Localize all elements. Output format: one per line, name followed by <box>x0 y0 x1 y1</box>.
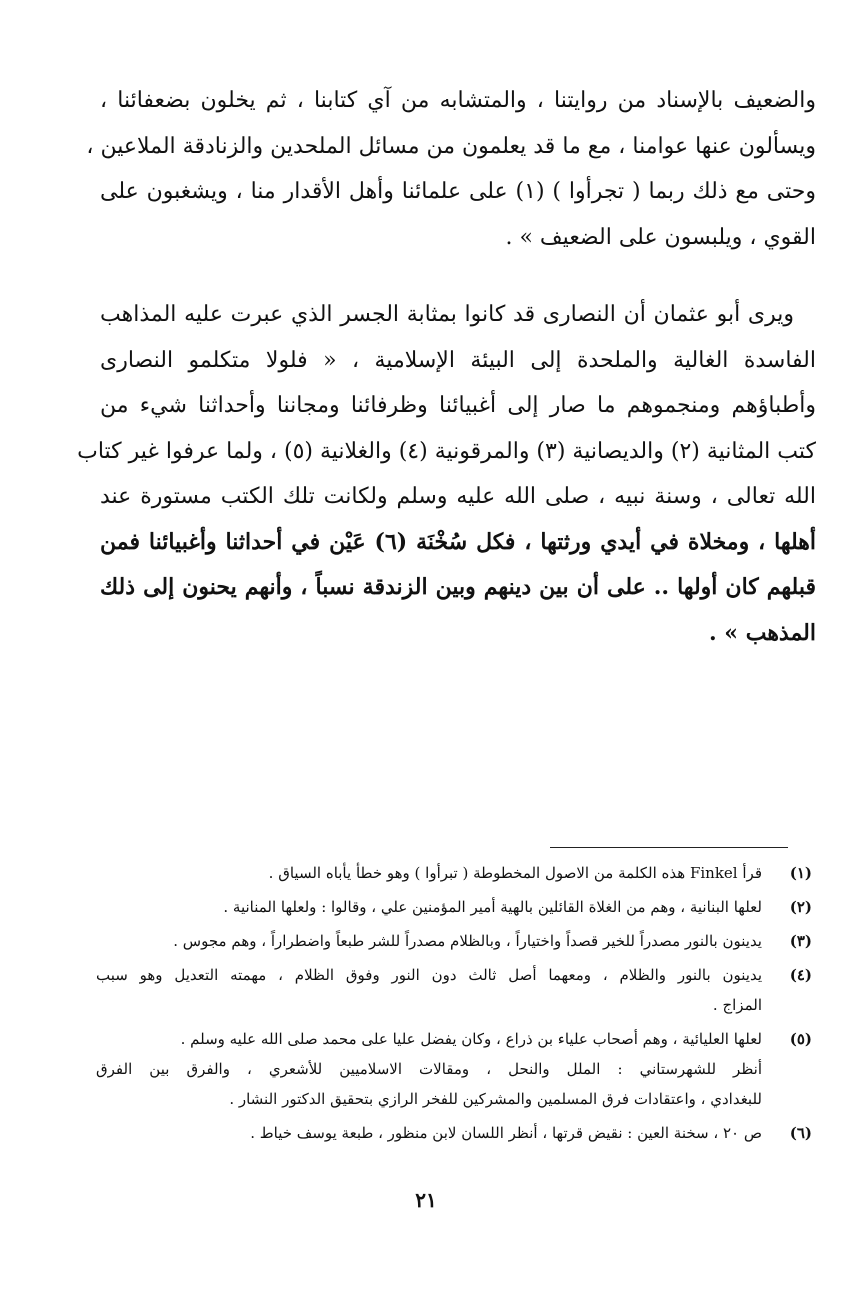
footnote-text: لعلها البنانية ، وهم من الغلاة القائلين بالهية أمير المؤمنين علي ، وقالوا : ولعلها المنانية . <box>223 898 762 916</box>
footnote <box>96 892 812 922</box>
text-line: وأطباؤهم ومنجموهم ما صار إلى أغبيائنا وظرفائنا ومجاننا وأحداثنا شيء من <box>100 393 816 418</box>
footnote-number: (٢) <box>789 898 812 916</box>
text-line: القوي ، ويلبسون على الضعيف » . <box>505 224 816 250</box>
text-line: قبلهم كان أولها .. على أن بين دينهم وبين الزندقة نسباً ، وأنهم يحنون إلى ذلك <box>100 574 816 600</box>
page-number: ٢١ <box>415 1188 437 1212</box>
footnote <box>96 1024 812 1114</box>
text-line: أهلها ، ومخلاة في أيدي ورثتها ، فكل سُخْنَة (٦) عَيْن في أحداثنا وأغبيائنا فمن <box>100 528 816 555</box>
text-line: ويرى أبو عثمان أن النصارى قد كانوا بمثابة الجسر الذي عبرت عليه المذاهب <box>100 302 794 327</box>
text-line: كتب المثانية (٢) والديصانية (٣) والمرقونية (٤) والغلانية (٥) ، ولما عرفوا غير كتاب <box>77 438 816 464</box>
text-line: المذهب » . <box>708 619 816 646</box>
text-line: ويسألون عنها عوامنا ، مع ما قد يعلمون من مسائل الملحدين والزنادقة الملاعين ، <box>86 133 816 159</box>
footnote-text: أنظر للشهرستاني : الملل والنحل ، ومقالات الاسلاميين للأشعري ، والفرق بين الفرق <box>96 1060 762 1078</box>
footnote-text: ص ٢٠ ، سخنة العين : نقيض قرتها ، أنظر اللسان لابن منظور ، طبعة يوسف خياط . <box>250 1124 762 1142</box>
footnote-text: للبغدادي ، واعتقادات فرق المسلمين والمشركين للفخر الرازي بتحقيق الدكتور النشار . <box>229 1090 762 1108</box>
footnote-text: لعلها العليائية ، وهم أصحاب علياء بن ذراع ، وكان يفضل عليا على محمد صلى الله عليه وسلم . <box>180 1030 762 1048</box>
footnote-text: قرأ Finkel هذه الكلمة من الاصول المخطوطة ( تبرأوا ) وهو خطأ يأباه السياق . <box>268 864 762 882</box>
paragraph-2 <box>77 292 816 656</box>
footnote-number: (٥) <box>789 1030 812 1048</box>
main-text <box>77 78 816 656</box>
footnote-text: المزاج . <box>712 996 762 1014</box>
footnote-number: (٦) <box>789 1124 812 1142</box>
text-line: الله تعالى ، وسنة نبيه ، صلى الله عليه وسلم ولكانت تلك الكتب مستورة عند <box>100 484 816 509</box>
text-line: والضعيف بالإسناد من روايتنا ، والمتشابه من آي كتابنا ، ثم يخلون بضعفائنا ، <box>100 88 816 113</box>
footnote-text: يدينون بالنور والظلام ، ومعهما أصل ثالث دون النور وفوق الظلام ، مهمته التعديل وهو سبب <box>96 966 763 984</box>
footnote <box>96 926 812 956</box>
footnote-separator <box>550 847 788 848</box>
footnote-number: (١) <box>789 864 812 882</box>
text-line: الفاسدة الغالية والملحدة إلى البيئة الإسلامية ، « فلولا متكلمو النصارى <box>100 347 816 373</box>
footnote <box>96 1118 812 1148</box>
text-line: وحتى مع ذلك ربما ( تجرأوا ) (١) على علمائنا وأهل الأقدار منا ، ويشغبون على <box>100 179 816 204</box>
footnote <box>96 960 812 1020</box>
paragraph-1 <box>86 78 816 260</box>
footnotes <box>96 858 812 1152</box>
footnote-number: (٤) <box>789 966 812 984</box>
footnote-number: (٣) <box>789 932 812 950</box>
footnote-text: يدينون بالنور مصدراً للخير قصداً واختياراً ، وبالظلام مصدراً للشر طبعاً واضطراراً ، وهم مجوس . <box>173 932 762 950</box>
footnote <box>96 858 812 888</box>
